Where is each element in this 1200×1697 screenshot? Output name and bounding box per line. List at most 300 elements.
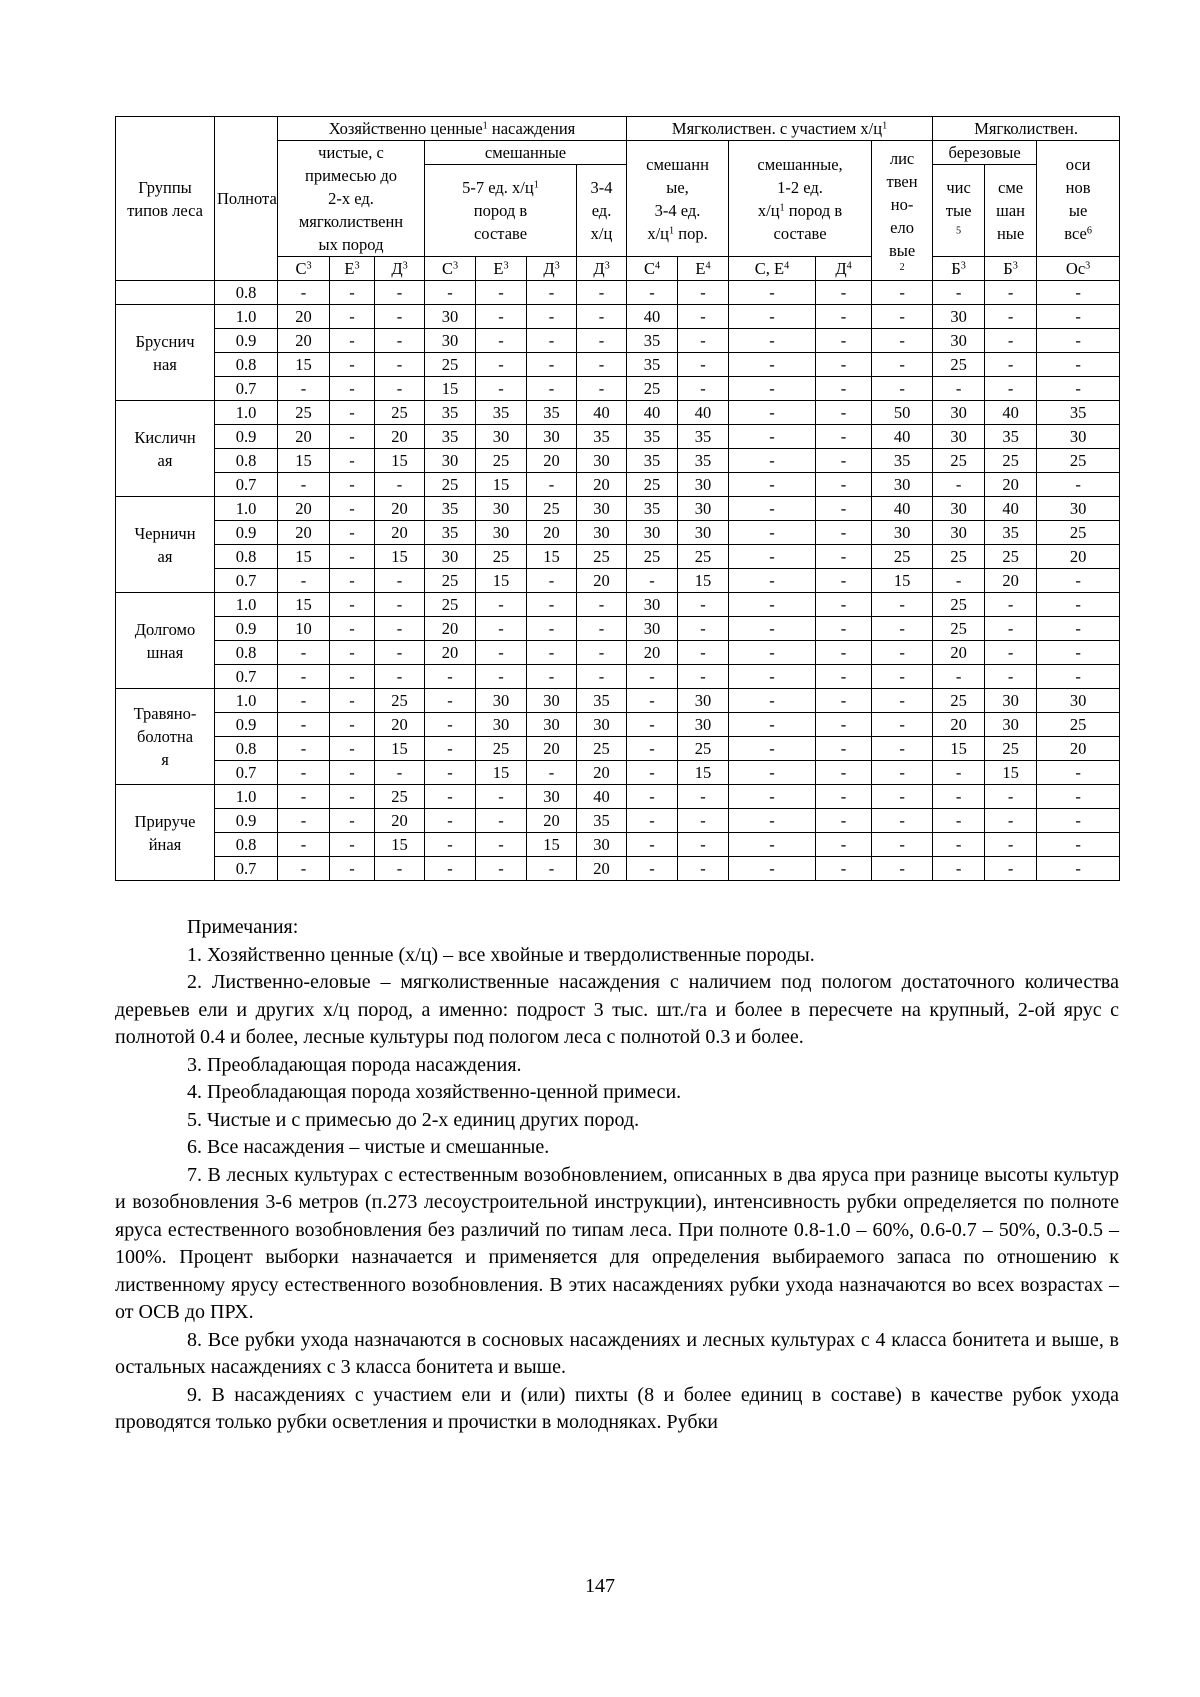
header-aspen: оси нов ые все$^6$: [1037, 141, 1120, 257]
value-cell: -: [985, 809, 1037, 833]
value-cell: -: [816, 617, 872, 641]
value-cell: -: [985, 833, 1037, 857]
value-cell: 20: [577, 857, 627, 881]
value-cell: 25: [985, 449, 1037, 473]
value-cell: -: [872, 617, 933, 641]
value-cell: -: [985, 785, 1037, 809]
value-cell: 20: [933, 713, 985, 737]
value-cell: -: [872, 593, 933, 617]
value-cell: 20: [375, 521, 425, 545]
table-row: [116, 761, 1120, 785]
density-cell: 0.9: [215, 713, 278, 737]
value-cell: 25: [425, 569, 476, 593]
value-cell: -: [577, 281, 627, 305]
value-cell: 30: [577, 497, 627, 521]
value-cell: -: [729, 689, 816, 713]
value-cell: -: [816, 641, 872, 665]
value-cell: 40: [627, 305, 678, 329]
value-cell: 30: [933, 497, 985, 521]
density-cell: 0.8: [215, 545, 278, 569]
value-cell: 20: [375, 713, 425, 737]
value-cell: 30: [425, 545, 476, 569]
table-row: [116, 521, 1120, 545]
value-cell: -: [278, 809, 330, 833]
value-cell: -: [278, 281, 330, 305]
value-cell: -: [933, 377, 985, 401]
value-cell: 40: [985, 401, 1037, 425]
value-cell: 15: [278, 449, 330, 473]
value-cell: -: [729, 593, 816, 617]
species-header-cell: $Д^3$: [375, 257, 425, 281]
value-cell: -: [375, 473, 425, 497]
species-header-cell: $Д^3$: [527, 257, 577, 281]
value-cell: -: [577, 641, 627, 665]
value-cell: 35: [1037, 401, 1120, 425]
value-cell: -: [375, 281, 425, 305]
value-cell: 35: [425, 497, 476, 521]
value-cell: 25: [375, 401, 425, 425]
value-cell: -: [985, 857, 1037, 881]
value-cell: -: [627, 569, 678, 593]
value-cell: 20: [577, 473, 627, 497]
value-cell: -: [476, 857, 527, 881]
value-cell: 35: [627, 449, 678, 473]
value-cell: -: [1037, 617, 1120, 641]
header-mixed-5-7: 5-7 ед. $х/ц^1$ пород в составе: [425, 165, 577, 257]
value-cell: -: [527, 761, 577, 785]
value-cell: 15: [527, 833, 577, 857]
table-row: [116, 785, 1120, 809]
notes-section: [115, 914, 1119, 1437]
value-cell: -: [1037, 569, 1120, 593]
value-cell: -: [729, 473, 816, 497]
value-cell: 35: [425, 425, 476, 449]
value-cell: -: [278, 785, 330, 809]
table-row: [116, 641, 1120, 665]
value-cell: -: [816, 833, 872, 857]
thinning-intensity-table: [115, 116, 1120, 881]
value-cell: 20: [375, 425, 425, 449]
value-cell: 35: [985, 521, 1037, 545]
value-cell: 25: [425, 473, 476, 497]
value-cell: 15: [375, 737, 425, 761]
value-cell: 30: [678, 521, 729, 545]
value-cell: -: [330, 785, 375, 809]
value-cell: 25: [476, 449, 527, 473]
value-cell: 35: [872, 449, 933, 473]
value-cell: -: [872, 305, 933, 329]
value-cell: 20: [527, 449, 577, 473]
value-cell: -: [627, 761, 678, 785]
value-cell: 30: [933, 401, 985, 425]
value-cell: -: [476, 833, 527, 857]
value-cell: -: [476, 809, 527, 833]
value-cell: -: [1037, 377, 1120, 401]
value-cell: -: [872, 833, 933, 857]
value-cell: -: [278, 641, 330, 665]
value-cell: -: [375, 305, 425, 329]
value-cell: 35: [476, 401, 527, 425]
value-cell: -: [330, 473, 375, 497]
value-cell: -: [330, 281, 375, 305]
value-cell: -: [933, 761, 985, 785]
value-cell: -: [627, 857, 678, 881]
value-cell: -: [933, 857, 985, 881]
value-cell: -: [425, 713, 476, 737]
value-cell: -: [816, 857, 872, 881]
value-cell: 30: [527, 425, 577, 449]
value-cell: -: [1037, 281, 1120, 305]
value-cell: -: [627, 809, 678, 833]
density-cell: 1.0: [215, 305, 278, 329]
density-cell: 0.8: [215, 449, 278, 473]
density-cell: 1.0: [215, 689, 278, 713]
value-cell: -: [729, 377, 816, 401]
value-cell: -: [330, 857, 375, 881]
table-row: [116, 545, 1120, 569]
value-cell: -: [816, 761, 872, 785]
value-cell: 15: [375, 833, 425, 857]
value-cell: 35: [527, 401, 577, 425]
density-cell: 0.7: [215, 665, 278, 689]
species-header-cell: $С^3$: [278, 257, 330, 281]
forest-type-group: Черничн ая: [116, 497, 215, 593]
value-cell: 20: [278, 497, 330, 521]
density-cell: 0.9: [215, 617, 278, 641]
value-cell: 20: [425, 641, 476, 665]
value-cell: -: [278, 857, 330, 881]
value-cell: 15: [425, 377, 476, 401]
value-cell: 20: [985, 473, 1037, 497]
header-mixed-1-2: смешанные, 1-2 ед. $х/ц^1$ пород в составе: [729, 141, 872, 257]
value-cell: -: [1037, 857, 1120, 881]
value-cell: -: [1037, 641, 1120, 665]
value-cell: -: [330, 713, 375, 737]
value-cell: -: [330, 353, 375, 377]
value-cell: -: [816, 593, 872, 617]
value-cell: 30: [476, 497, 527, 521]
value-cell: -: [330, 593, 375, 617]
value-cell: 25: [1037, 449, 1120, 473]
note-item: 9. В насаждениях с участием ели и (или) пихты (8 и более единиц в составе) в качестве рубок ухода проводятся только рубки осветления и прочистки в молодняках. Рубки: [115, 1383, 1119, 1433]
value-cell: -: [330, 401, 375, 425]
value-cell: -: [816, 785, 872, 809]
value-cell: -: [476, 353, 527, 377]
value-cell: -: [375, 641, 425, 665]
value-cell: -: [816, 281, 872, 305]
value-cell: 15: [375, 449, 425, 473]
value-cell: -: [527, 281, 577, 305]
value-cell: -: [527, 665, 577, 689]
species-header-cell: $Е^4$: [678, 257, 729, 281]
value-cell: -: [330, 305, 375, 329]
page-number: 147: [585, 1575, 615, 1597]
density-cell: 0.7: [215, 473, 278, 497]
note-item: 4. Преобладающая порода хозяйственно-ценной примеси.: [187, 1081, 682, 1103]
value-cell: 50: [872, 401, 933, 425]
value-cell: 30: [872, 473, 933, 497]
value-cell: -: [627, 833, 678, 857]
value-cell: 35: [577, 689, 627, 713]
value-cell: 20: [527, 737, 577, 761]
value-cell: -: [278, 473, 330, 497]
value-cell: -: [678, 281, 729, 305]
value-cell: 30: [678, 689, 729, 713]
value-cell: 25: [872, 545, 933, 569]
value-cell: 30: [425, 329, 476, 353]
value-cell: 15: [278, 593, 330, 617]
value-cell: -: [278, 761, 330, 785]
value-cell: -: [729, 281, 816, 305]
value-cell: 15: [278, 545, 330, 569]
value-cell: -: [425, 281, 476, 305]
table-row: [116, 857, 1120, 881]
value-cell: -: [375, 377, 425, 401]
value-cell: -: [933, 785, 985, 809]
value-cell: -: [985, 617, 1037, 641]
value-cell: 30: [1037, 497, 1120, 521]
value-cell: 25: [627, 473, 678, 497]
value-cell: -: [816, 737, 872, 761]
species-header-cell: $Д^4$: [816, 257, 872, 281]
value-cell: -: [816, 665, 872, 689]
value-cell: -: [816, 305, 872, 329]
value-cell: 15: [278, 353, 330, 377]
note-item: 5. Чистые и с примесью до 2-х единиц других пород.: [187, 1108, 640, 1131]
value-cell: 25: [375, 689, 425, 713]
value-cell: 30: [425, 449, 476, 473]
value-cell: -: [985, 353, 1037, 377]
value-cell: 35: [425, 401, 476, 425]
note-item: 1. Хозяйственно ценные (х/ц) – все хвойные и твердолиственные породы.: [187, 943, 815, 966]
value-cell: -: [425, 737, 476, 761]
value-cell: 30: [577, 713, 627, 737]
value-cell: 20: [1037, 737, 1120, 761]
value-cell: 35: [678, 449, 729, 473]
value-cell: -: [330, 833, 375, 857]
density-cell: 0.9: [215, 809, 278, 833]
value-cell: -: [278, 665, 330, 689]
value-cell: -: [678, 833, 729, 857]
value-cell: -: [527, 473, 577, 497]
value-cell: -: [872, 761, 933, 785]
species-header-cell: $Д^3$: [577, 257, 627, 281]
value-cell: -: [933, 833, 985, 857]
value-cell: -: [330, 737, 375, 761]
value-cell: -: [729, 785, 816, 809]
value-cell: -: [729, 329, 816, 353]
value-cell: -: [375, 665, 425, 689]
value-cell: 30: [476, 521, 527, 545]
value-cell: -: [1037, 353, 1120, 377]
value-cell: 30: [476, 689, 527, 713]
value-cell: -: [678, 641, 729, 665]
value-cell: -: [1037, 329, 1120, 353]
value-cell: 20: [577, 761, 627, 785]
value-cell: -: [627, 665, 678, 689]
value-cell: -: [678, 329, 729, 353]
value-cell: -: [278, 569, 330, 593]
value-cell: -: [527, 329, 577, 353]
species-header-cell: $Б^3$: [933, 257, 985, 281]
value-cell: 25: [425, 353, 476, 377]
value-cell: 35: [627, 353, 678, 377]
note-item: 8. Все рубки ухода назначаются в сосновых насаждениях и лесных культурах с 4 класса бонитета и выше, в остальных насаждениях с 3 класса бонитета и выше.: [115, 1328, 1119, 1378]
value-cell: -: [872, 329, 933, 353]
value-cell: 40: [577, 401, 627, 425]
note-item: 6. Все насаждения – чистые и смешанные.: [187, 1136, 550, 1158]
value-cell: -: [330, 617, 375, 641]
value-cell: -: [527, 857, 577, 881]
value-cell: 10: [278, 617, 330, 641]
value-cell: -: [527, 569, 577, 593]
value-cell: 30: [933, 521, 985, 545]
density-cell: 0.8: [215, 641, 278, 665]
header-softwood-with-valuable: Мягколиствен. с участием $х/ц^1$: [627, 117, 933, 141]
value-cell: 15: [872, 569, 933, 593]
value-cell: 15: [476, 473, 527, 497]
value-cell: 20: [425, 617, 476, 641]
value-cell: 30: [527, 785, 577, 809]
value-cell: 25: [425, 593, 476, 617]
value-cell: -: [933, 665, 985, 689]
value-cell: 25: [985, 545, 1037, 569]
value-cell: 25: [933, 545, 985, 569]
value-cell: 30: [527, 689, 577, 713]
value-cell: 25: [933, 689, 985, 713]
value-cell: -: [375, 617, 425, 641]
value-cell: -: [872, 281, 933, 305]
notes-title: Примечания:: [187, 916, 299, 938]
note-item: 3. Преобладающая порода насаждения.: [187, 1053, 522, 1076]
density-cell: 1.0: [215, 593, 278, 617]
value-cell: -: [527, 641, 577, 665]
table-row: [116, 353, 1120, 377]
value-cell: -: [1037, 833, 1120, 857]
value-cell: 40: [627, 401, 678, 425]
forest-type-group: Бруснич ная: [116, 305, 215, 401]
value-cell: 40: [872, 425, 933, 449]
value-cell: 25: [678, 545, 729, 569]
header-mixed-3-4-units: 3-4 ед. х/ц: [577, 165, 627, 257]
value-cell: 15: [933, 737, 985, 761]
value-cell: -: [678, 617, 729, 641]
density-cell: 0.8: [215, 833, 278, 857]
value-cell: 25: [985, 737, 1037, 761]
value-cell: -: [330, 641, 375, 665]
value-cell: 30: [577, 449, 627, 473]
forest-type-group: Кисличн ая: [116, 401, 215, 497]
value-cell: -: [1037, 473, 1120, 497]
value-cell: -: [330, 329, 375, 353]
value-cell: -: [678, 857, 729, 881]
table-row: [116, 569, 1120, 593]
value-cell: -: [816, 809, 872, 833]
value-cell: -: [729, 713, 816, 737]
value-cell: 40: [678, 401, 729, 425]
value-cell: -: [425, 833, 476, 857]
value-cell: -: [872, 785, 933, 809]
forest-type-group: Травяно- болотна я: [116, 689, 215, 785]
value-cell: -: [627, 281, 678, 305]
density-cell: 1.0: [215, 401, 278, 425]
table-row: [116, 305, 1120, 329]
value-cell: 25: [678, 737, 729, 761]
value-cell: -: [425, 689, 476, 713]
value-cell: 30: [678, 713, 729, 737]
value-cell: -: [816, 521, 872, 545]
value-cell: -: [527, 353, 577, 377]
value-cell: 30: [1037, 689, 1120, 713]
value-cell: -: [330, 809, 375, 833]
value-cell: 35: [627, 425, 678, 449]
value-cell: 40: [985, 497, 1037, 521]
value-cell: -: [816, 473, 872, 497]
value-cell: -: [476, 377, 527, 401]
value-cell: -: [933, 569, 985, 593]
value-cell: -: [330, 449, 375, 473]
value-cell: -: [476, 665, 527, 689]
value-cell: -: [985, 377, 1037, 401]
value-cell: -: [985, 593, 1037, 617]
table-row: [116, 593, 1120, 617]
value-cell: 25: [476, 545, 527, 569]
value-cell: -: [729, 569, 816, 593]
value-cell: -: [729, 857, 816, 881]
density-cell: 0.7: [215, 569, 278, 593]
value-cell: -: [729, 665, 816, 689]
species-header-cell: $Ос^3$: [1037, 257, 1120, 281]
note-item: 2. Лиственно-еловые – мягколиственные насаждения с наличием под пологом достаточного количества деревьев ели и других х/ц пород, а именно: подрост 3 тыс. шт./га и более в пересчете на крупный, 2-ой ярус с полнотой 0.4 и более, лесные культуры под пологом леса с полнотой 0.3 и более.: [115, 971, 1119, 1048]
value-cell: -: [729, 521, 816, 545]
value-cell: 20: [1037, 545, 1120, 569]
forest-type-group: Долгомо шная: [116, 593, 215, 689]
value-cell: -: [816, 353, 872, 377]
value-cell: -: [375, 593, 425, 617]
density-cell: 0.7: [215, 377, 278, 401]
value-cell: -: [1037, 305, 1120, 329]
value-cell: -: [729, 425, 816, 449]
value-cell: 35: [577, 425, 627, 449]
note-item: 7. В лесных культурах с естественным возобновлением, описанных в два яруса при разнице высоты культур и возобновления 3-6 метров (п.273 лесоустроительной инструкции), интенсивность рубки определяется по полноте яруса естественного возобновления без различий по типам леса. При полноте 0.8-1.0 – 60%, 0.6-0.7 – 50%, 0.3-0.5 – 100%. Процент выборки назначается и применяется для определения выбираемого запаса по отношению к лиственному ярусу естественного возобновления. В этих насаждениях рубки ухода назначаются во всех возрастах – от ОСВ до ПРХ.: [115, 1163, 1119, 1323]
value-cell: 30: [872, 521, 933, 545]
group-cell-empty: [116, 281, 215, 305]
value-cell: 30: [933, 305, 985, 329]
table-row: [116, 473, 1120, 497]
value-cell: 20: [278, 521, 330, 545]
value-cell: -: [330, 377, 375, 401]
table-row: [116, 665, 1120, 689]
value-cell: -: [678, 593, 729, 617]
value-cell: 25: [1037, 713, 1120, 737]
value-cell: 35: [627, 329, 678, 353]
value-cell: 20: [278, 329, 330, 353]
value-cell: -: [872, 713, 933, 737]
table-row: [116, 833, 1120, 857]
value-cell: -: [425, 809, 476, 833]
density-cell: 1.0: [215, 497, 278, 521]
value-cell: 15: [527, 545, 577, 569]
value-cell: -: [375, 569, 425, 593]
value-cell: 30: [627, 617, 678, 641]
header-mixed: смешанные: [425, 141, 627, 165]
value-cell: 25: [527, 497, 577, 521]
value-cell: 30: [627, 521, 678, 545]
header-deciduous-spruce: лис твен но- ело вые 2: [872, 141, 933, 281]
value-cell: -: [278, 833, 330, 857]
value-cell: -: [872, 353, 933, 377]
value-cell: -: [425, 761, 476, 785]
